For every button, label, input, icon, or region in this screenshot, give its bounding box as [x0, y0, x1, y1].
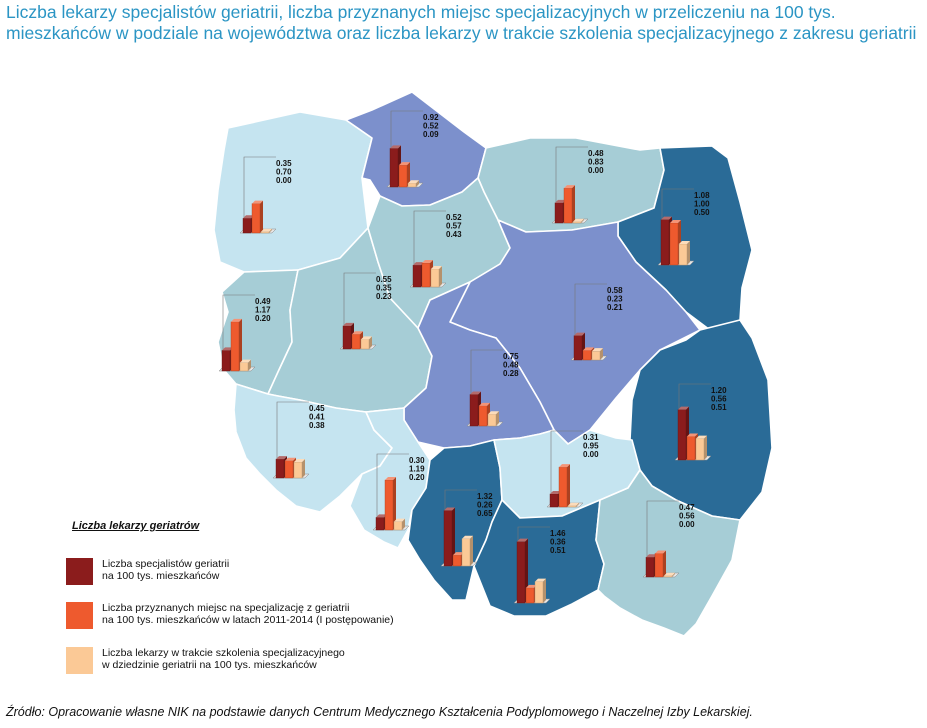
bar-side — [567, 464, 570, 507]
value-label: 0.00 — [588, 166, 604, 175]
value-label: 0.43 — [446, 230, 462, 239]
bar-places — [352, 334, 360, 349]
bar-trainees — [488, 414, 496, 426]
value-label: 0.51 — [550, 546, 566, 555]
bar-places — [453, 555, 461, 566]
value-label: 0.23 — [607, 294, 623, 304]
bar-trainees — [696, 439, 704, 460]
value-label: 0.41 — [309, 412, 325, 422]
value-label: 0.83 — [588, 157, 604, 167]
value-label: 0.92 — [423, 113, 439, 122]
value-label: 0.55 — [376, 275, 392, 284]
value-label: 0.35 — [376, 283, 392, 293]
bar-side — [687, 241, 690, 265]
bar-specialists — [444, 511, 452, 566]
value-label: 1.08 — [694, 191, 710, 200]
value-label: 0.23 — [376, 292, 392, 301]
bar-trainees — [535, 582, 543, 603]
bar-side — [572, 185, 575, 223]
value-label: 0.20 — [409, 473, 425, 482]
bar-places — [285, 461, 293, 478]
bar-trainees — [573, 222, 581, 223]
value-label: 0.21 — [607, 303, 623, 312]
value-label: 0.09 — [423, 130, 439, 139]
bar-side — [439, 266, 442, 287]
bar-trainees — [462, 539, 470, 566]
bar-places — [687, 436, 695, 460]
bar-places — [526, 588, 534, 603]
bar-specialists — [555, 203, 563, 223]
bar-specialists — [470, 395, 478, 427]
value-label: 1.19 — [409, 464, 425, 474]
bar-trainees — [431, 269, 439, 287]
bar-trainees — [240, 363, 248, 371]
value-label: 0.48 — [588, 149, 604, 158]
legend-text: Liczba przyznanych miejsc na specjalizację z geriatrii — [102, 602, 350, 614]
bar-specialists — [517, 542, 525, 603]
value-label: 0.56 — [679, 511, 695, 521]
bar-specialists — [343, 326, 351, 349]
bar-specialists — [243, 218, 251, 233]
value-label: 1.00 — [694, 199, 710, 209]
bar-specialists — [661, 220, 669, 265]
legend-title: Liczba lekarzy geriatrów — [72, 520, 200, 532]
bar-side — [663, 550, 666, 577]
value-label: 1.17 — [255, 305, 271, 315]
bar-side — [260, 201, 263, 233]
value-label: 0.26 — [477, 500, 493, 510]
value-label: 0.47 — [679, 503, 695, 512]
value-label: 0.00 — [679, 520, 695, 529]
value-label: 0.48 — [503, 360, 519, 370]
bar-specialists — [390, 148, 398, 187]
legend — [64, 520, 424, 671]
bar-places — [479, 406, 487, 426]
bar-specialists — [276, 459, 284, 478]
bar-places — [231, 322, 239, 371]
value-label: 0.00 — [276, 176, 292, 185]
legend-swatch-trainees — [66, 647, 93, 674]
value-label: 0.58 — [607, 286, 623, 295]
bar-specialists — [550, 494, 558, 507]
value-label: 0.50 — [694, 208, 710, 217]
bar-trainees — [361, 339, 369, 349]
source-note: Źródło: Opracowanie własne NIK na podstawie danych Centrum Medycznego Kształcenia Podyplomowego i Naczelnej Izby Lekarskiej. — [6, 705, 753, 719]
bar-side — [704, 436, 707, 460]
bar-specialists — [678, 410, 686, 460]
bar-specialists — [222, 350, 230, 371]
value-label: 1.32 — [477, 492, 493, 501]
value-label: 0.36 — [550, 537, 566, 547]
bar-side — [543, 579, 546, 603]
bar-side — [302, 459, 305, 478]
bar-places — [399, 165, 407, 187]
value-label: 0.75 — [503, 352, 519, 361]
value-label: 0.38 — [309, 421, 325, 430]
value-label: 0.00 — [583, 450, 599, 459]
bar-trainees — [294, 462, 302, 478]
bar-places — [564, 188, 572, 223]
bar-places — [252, 204, 260, 233]
bar-trainees — [592, 351, 600, 360]
bar-places — [422, 263, 430, 287]
value-label: 0.57 — [446, 221, 462, 231]
legend-swatch-places — [66, 602, 93, 629]
bar-specialists — [413, 265, 421, 287]
value-label: 0.31 — [583, 433, 599, 442]
value-label: 0.52 — [423, 121, 439, 131]
bar-places — [670, 223, 678, 265]
value-label: 0.35 — [276, 159, 292, 168]
bar-side — [470, 536, 473, 566]
value-label: 0.45 — [309, 404, 325, 413]
legend-text: Liczba specjalistów geriatrii — [102, 558, 230, 570]
legend-text: na 100 tys. mieszkańców w latach 2011-2014 (I postępowanie) — [102, 614, 394, 626]
value-label: 0.65 — [477, 509, 493, 518]
legend-text: w dziedzinie geriatrii na 100 tys. mieszkańców — [102, 659, 317, 671]
value-label: 1.46 — [550, 529, 566, 538]
value-label: 0.20 — [255, 314, 271, 323]
value-label: 0.52 — [446, 213, 462, 222]
value-label: 0.49 — [255, 297, 271, 306]
bar-trainees — [664, 576, 672, 577]
bar-trainees — [408, 183, 416, 187]
bar-specialists — [646, 557, 654, 577]
value-label: 0.28 — [503, 369, 519, 378]
bar-trainees — [568, 506, 576, 507]
value-label: 1.20 — [711, 386, 727, 395]
value-label: 0.70 — [276, 167, 292, 177]
map-title: Liczba lekarzy specjalistów geriatrii, liczba przyznanych miejsc specjalizacyjnych w przeliczeniu na 100 tys. mieszkańców w podziale na województwa oraz liczba lekarzy w trakcie szkolenia specjalizacyjnego z zakresu geriatrii — [6, 2, 917, 43]
value-label: 0.30 — [409, 456, 425, 465]
value-label: 0.51 — [711, 403, 727, 412]
legend-swatch-specialists — [66, 558, 93, 585]
value-label: 0.95 — [583, 441, 599, 451]
legend-text: Liczba lekarzy w trakcie szkolenia specjalizacyjnego — [102, 647, 345, 659]
value-label: 0.56 — [711, 394, 727, 404]
bar-trainees — [679, 244, 687, 265]
voivodeship-layer — [214, 92, 772, 636]
bar-specialists — [574, 336, 582, 360]
bar-places — [559, 467, 567, 507]
bar-trainees — [261, 232, 269, 233]
bar-places — [583, 350, 591, 360]
bar-places — [655, 553, 663, 577]
legend-text: na 100 tys. mieszkańców — [102, 570, 220, 582]
